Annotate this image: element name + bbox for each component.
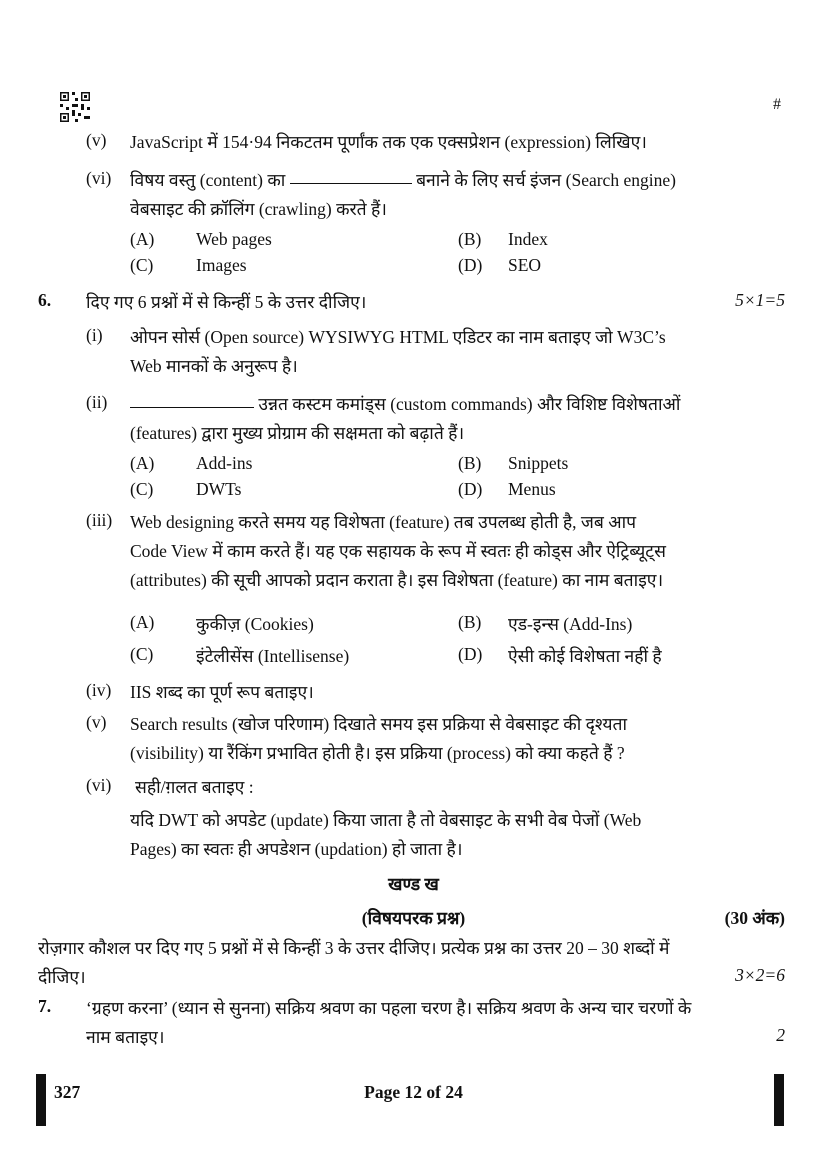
q6-v-line1: Search results (खोज परिणाम) दिखाते समय इस प्रक्रिया से वेबसाइट की दृश्यता [130,714,628,734]
option-text: Web pages [196,229,272,249]
option-label: (B) [458,229,482,249]
q7-marks: 2 [776,1025,785,1045]
q6-iii-line1: Web designing करते समय यह विशेषता (feature) तब उपलब्ध होती है, जब आप [130,512,637,532]
section-instruction-line1: रोज़गार कौशल पर दिए गए 5 प्रश्नों में से किन्हीं 3 के उत्तर दीजिए। प्रत्येक प्रश्न का उत्तर 20 – 30 शब्दों में [38,938,670,958]
section-title: खण्ड ख [388,874,439,894]
option-text: इंटेलीसेंस (Intellisense) [196,646,350,666]
page-hash-mark: # [773,96,781,113]
q5-vi-number: (vi) [86,168,112,188]
q6-iii-line3: (attributes) की सूची आपको प्रदान कराता है। इस विशेषता (feature) का नाम बताइए। [130,570,664,590]
q6-iv-number: (iv) [86,680,112,700]
q6-i-number: (i) [86,325,103,345]
q7-number: 7. [38,996,52,1016]
section-instruction-line2: दीजिए। [38,967,86,987]
q6-vi-line1: सही/ग़लत बताइए : [135,777,254,797]
option-label: (C) [130,479,154,499]
section-subtitle: (विषयपरक प्रश्न) [361,908,466,928]
option-label: (A) [130,229,155,249]
option-text: कुकीज़ (Cookies) [196,614,314,634]
q6-v-number: (v) [86,712,107,732]
option-text: Add-ins [196,453,253,473]
option-text: Snippets [508,453,569,473]
q6-i-line2: Web मानकों के अनुरूप है। [130,356,298,376]
q7-line1: ‘ग्रहण करना’ (ध्यान से सुनना) सक्रिय श्रवण का पहला चरण है। सक्रिय श्रवण के अन्य चार चरणों के [86,998,692,1018]
option-text: Images [196,255,247,275]
section-total-marks: (30 अंक) [724,908,785,928]
q6-vi-line3: Pages) का स्वतः ही अपडेशन (updation) हो जाता है। [130,839,463,859]
qr-code [60,92,90,122]
option-label: (B) [458,612,482,632]
footer-right-bar [774,1074,784,1126]
option-label: (C) [130,255,154,275]
option-text: Menus [508,479,556,499]
q6-iii-line2: Code View में काम करते हैं। यह एक सहायक के रूप में स्वतः ही कोड्स और ऐट्रिब्यूट्स [130,541,666,561]
q6-i-line1: ओपन सोर्स (Open source) WYSIWYG HTML एडिटर का नाम बताइए जो W3C’s [130,327,666,347]
option-text: ऐसी कोई विशेषता नहीं है [508,646,662,666]
q6-iv-text: IIS शब्द का पूर्ण रूप बताइए। [130,682,314,702]
q6-ii-line2: (features) द्वारा मुख्य प्रोग्राम की सक्षमता को बढ़ाते हैं। [130,423,465,443]
q6-number: 6. [38,290,52,310]
option-label: (D) [458,479,483,499]
q6-ii-line1: उन्नत कस्टम कमांड्स (custom commands) और विशिष्ट विशेषताओं [130,392,680,416]
option-text: SEO [508,255,542,275]
footer-page-number: Page 12 of 24 [364,1082,463,1102]
q5-vi-line1: विषय वस्तु (content) का बनाने के लिए सर्च इंजन (Search engine) [130,170,676,190]
q5-v-number: (v) [86,130,107,150]
option-label: (D) [458,255,483,275]
answer-blank [290,183,412,184]
q6-ii-number: (ii) [86,392,108,412]
q6-instruction: दिए गए 6 प्रश्नों में से किन्हीं 5 के उत्तर दीजिए। [86,292,367,312]
option-label: (C) [130,644,154,664]
q6-vi-line2: यदि DWT को अपडेट (update) किया जाता है तो वेबसाइट के सभी वेब पेजों (Web [130,810,642,830]
q6-vi-number: (vi) [86,775,112,795]
option-text: DWTs [196,479,242,499]
option-label: (B) [458,453,482,473]
option-text: एड-इन्स (Add-Ins) [508,614,633,634]
option-label: (D) [458,644,483,664]
option-text: Index [508,229,548,249]
option-label: (A) [130,453,155,473]
option-label: (A) [130,612,155,632]
answer-blank [130,407,254,408]
section-marks: 3×2=6 [735,965,785,985]
q5-vi-line2: वेबसाइट की क्रॉलिंग (crawling) करते हैं। [130,199,387,219]
q7-line2: नाम बताइए। [86,1027,165,1047]
q6-v-line2: (visibility) या रैंकिंग प्रभावित होती है। इस प्रक्रिया (process) को क्या कहते हैं ? [130,743,625,763]
footer-code: 327 [54,1082,81,1102]
q6-marks: 5×1=5 [735,290,785,310]
q6-iii-number: (iii) [86,510,113,530]
q5-v-text: JavaScript में 154·94 निकटतम पूर्णांक तक एक एक्सप्रेशन (expression) लिखिए। [130,132,647,152]
